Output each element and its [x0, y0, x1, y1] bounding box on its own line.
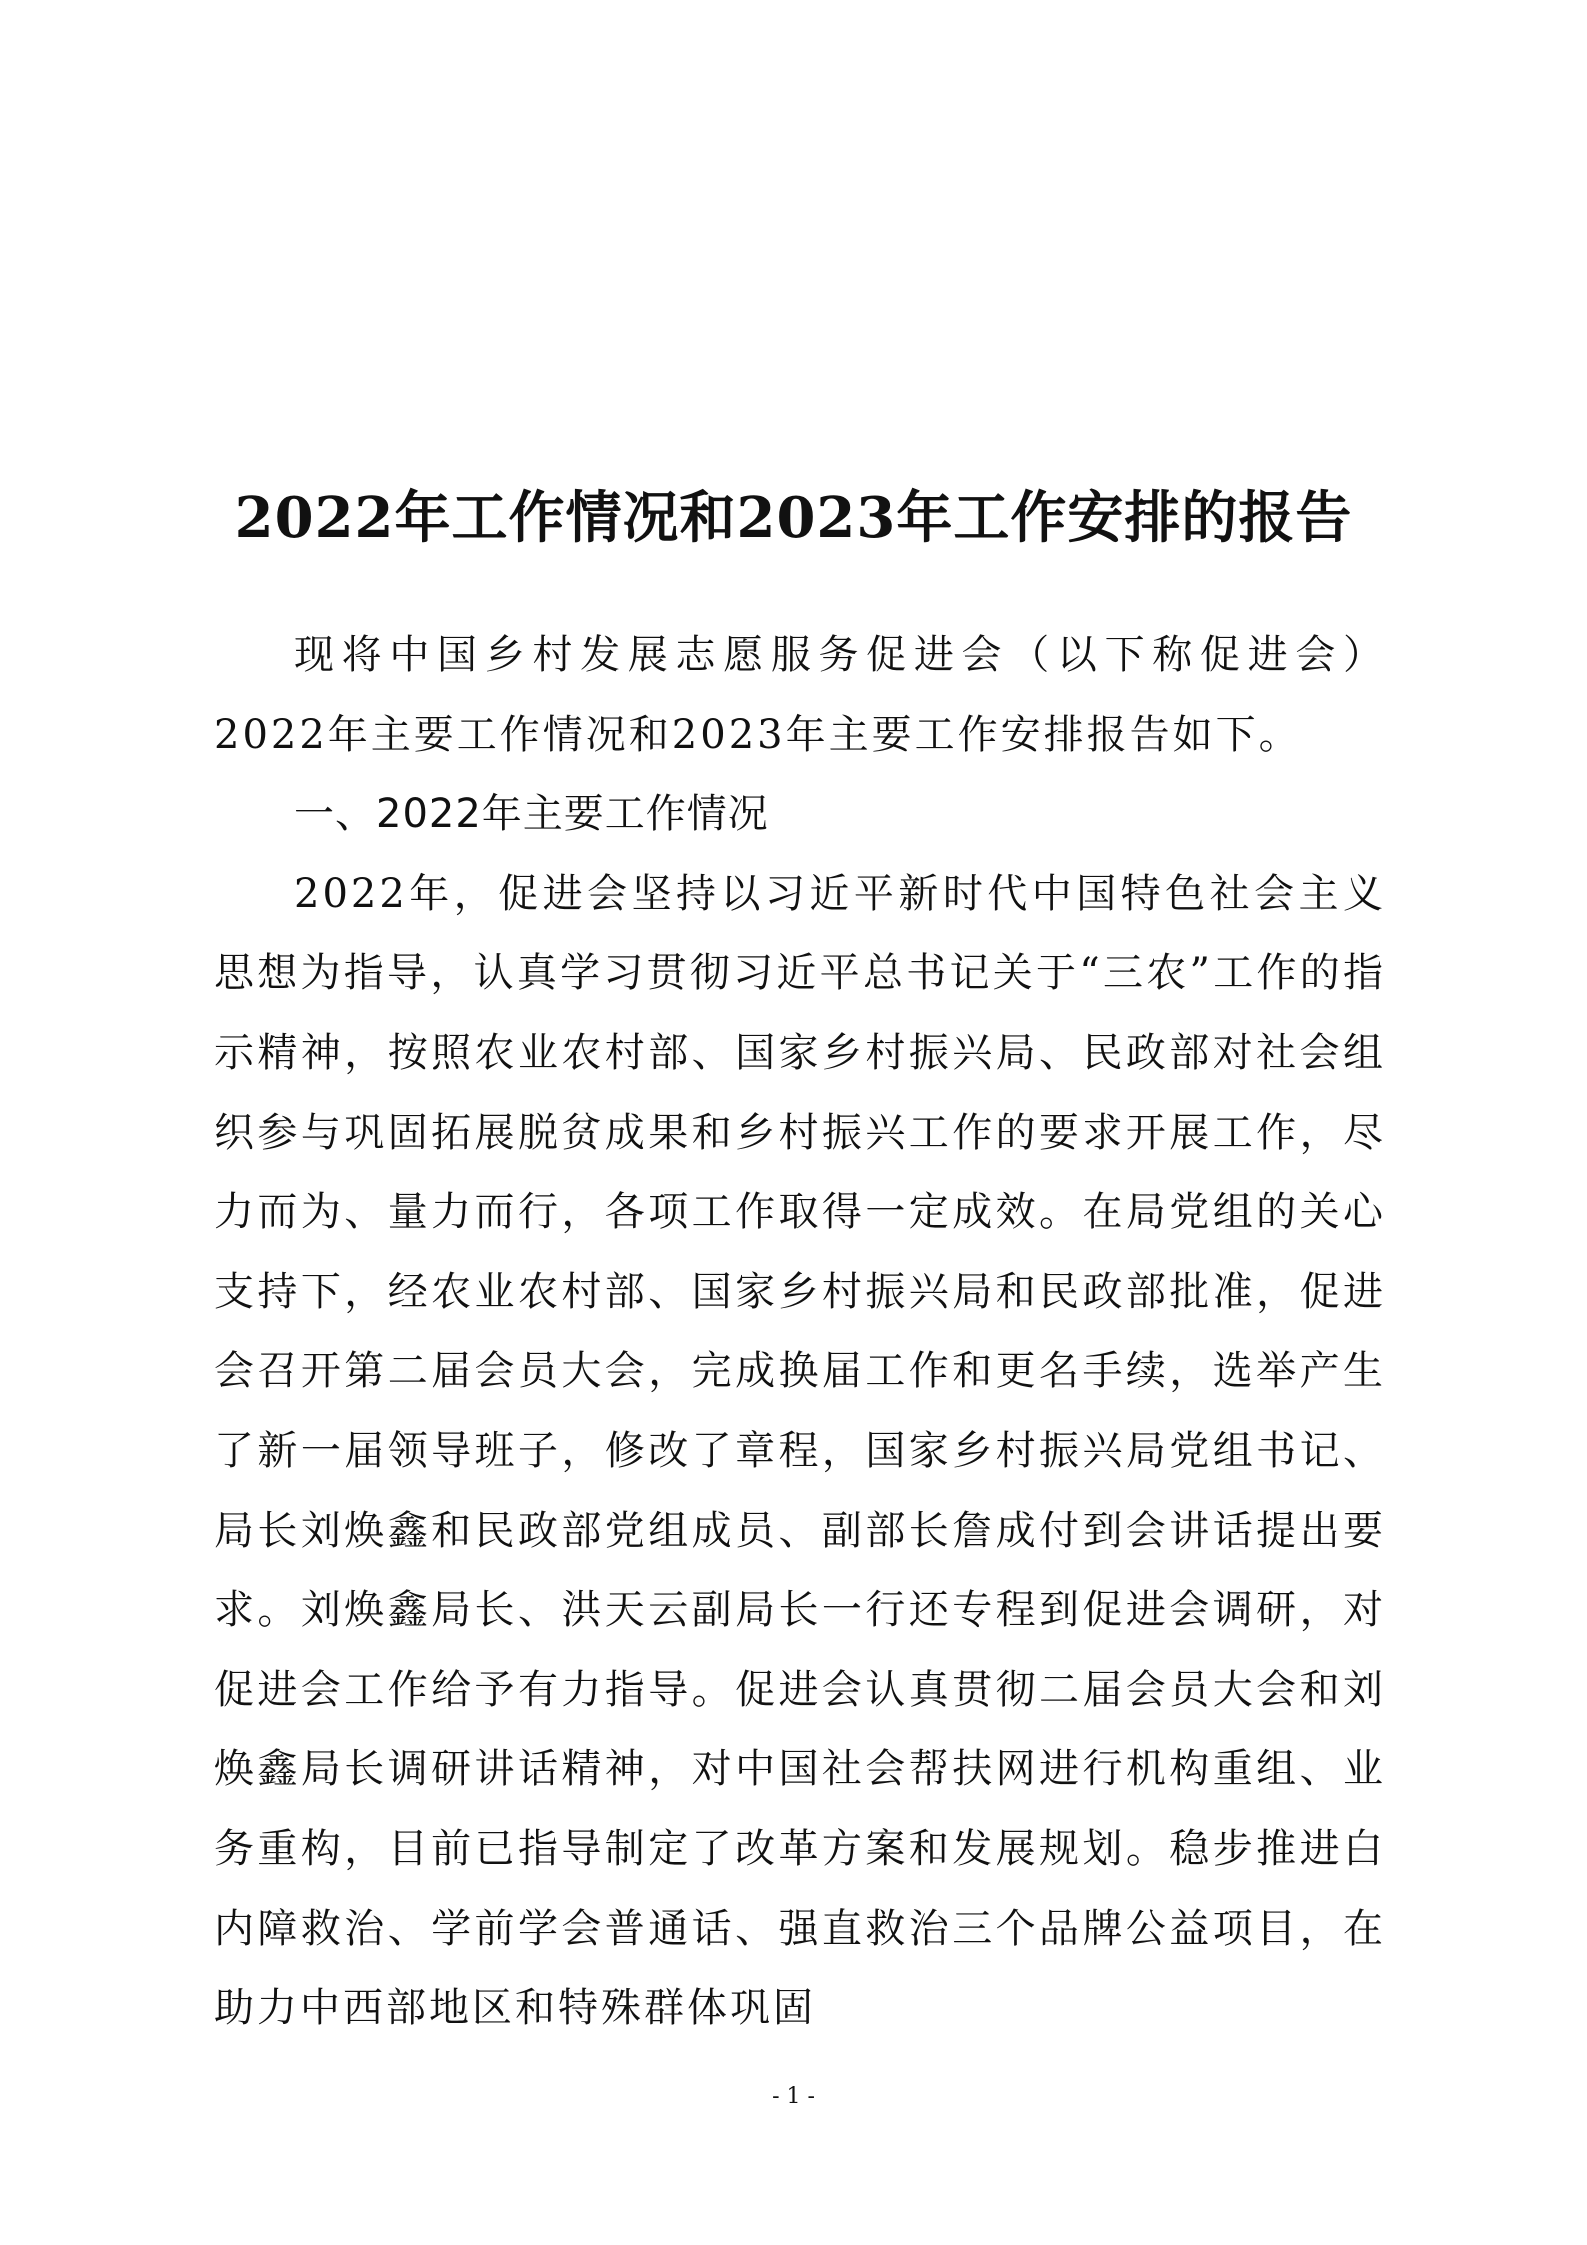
document-title: 2022年工作情况和2023年工作安排的报告: [234, 484, 1353, 551]
page-number: - 1 -: [772, 2084, 815, 2109]
document-body: [214, 616, 1386, 2049]
section-heading: 一、2022年主要工作情况: [294, 791, 769, 838]
intro-paragraph: 现将中国乡村发展志愿服务促进会（以下称促进会）2022年主要工作情况和2023年主要工作安排报告如下。: [214, 632, 1386, 758]
section-paragraph: 2022年，促进会坚持以习近平新时代中国特色社会主义思想为指导，认真学习贯彻习近平总书记关于“三农”工作的指示精神，按照农业农村部、国家乡村振兴局、民政部对社会组织参与巩固拓展脱贫成果和乡村振兴工作的要求开展工作，尽力而为、量力而行，各项工作取得一定成效。在局党组的关心支持下，经农业农村部、国家乡村振兴局和民政部批准，促进会召开第二届会员大会，完成换届工作和更名手续，选举产生了新一届领导班子，修改了章程，国家乡村振兴局党组书记、局长刘焕鑫和民政部党组成员、副部长詹成付到会讲话提出要求。刘焕鑫局长、洪天云副局长一行还专程到促进会调研，对促进会工作给予有力指导。促进会认真贯彻二届会员大会和刘焕鑫局长调研讲话精神，对中国社会帮扶网进行机构重组、业务重构，目前已指导制定了改革方案和发展规划。稳步推进白内障救治、学前学会普通话、强直救治三个品牌公益项目，在助力中西部地区和特殊群体巩固: [214, 870, 1386, 2032]
